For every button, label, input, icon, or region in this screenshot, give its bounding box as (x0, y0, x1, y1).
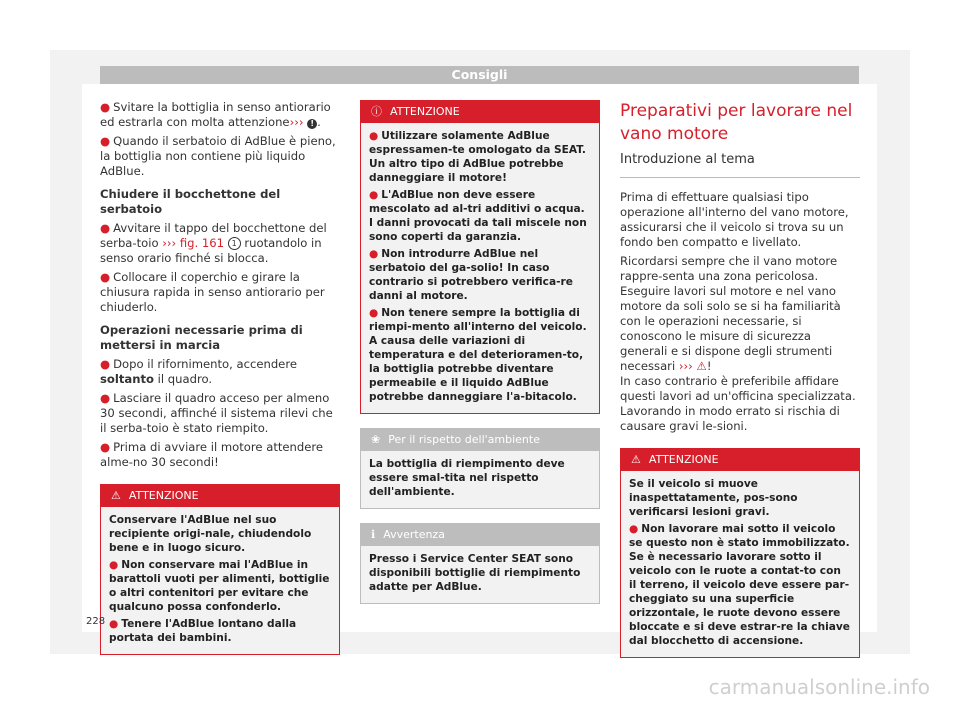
warning-box-body: Se il veicolo si muove inaspettatamente, pos-sono verificarsi lesioni gravi. ● Non lavorare mai sotto il veicolo se questo non è stato immobilizzato. Se è necessario lavorare sotto il veicolo con le ruote a contat-to con il terreno, il veicolo deve essere par-cheggiato su una superficie orizzontale, le ruote devono essere bloccate e si deve estrar-re la chiave dal blocchetto di accensione. (621, 471, 859, 657)
list-item: ● Dopo il rifornimento, accendere soltanto il quadro. (100, 357, 297, 386)
subsection-title: Introduzione al tema (620, 152, 860, 178)
paragraph: Ricordarsi sempre che il vano motore rappre-senta una zona pericolosa. Eseguire lavori sul motore e nel vano motore da soli solo se si ha familiarità con le operazioni necessarie, si conoscono le misure di sicurezza generali e si dispone degli strumenti necessari ››› ⚠! In caso contrario è preferibile affidare questi lavori ad un'officina specializzata. Lavorando in modo errato si rischia di causare gravi le-sioni. (620, 254, 856, 433)
bullet-icon: ● (369, 307, 379, 319)
list-item: ● Non introdurre AdBlue nel serbatoio del ga-solio! In caso contrario si potrebbero verifica-re danni al motore. (369, 248, 573, 302)
warning-triangle-icon: ⚠ (631, 453, 641, 466)
list-item: ● Tenere l'AdBlue lontano dalla portata dei bambini. (109, 618, 297, 644)
note-box-header: ℹ Avvertenza (361, 524, 599, 546)
warning-circle-icon: ! (307, 119, 317, 129)
warning-box-body (361, 123, 599, 413)
page-number: 228 (86, 616, 106, 627)
leaf-icon: ❀ (371, 433, 381, 446)
list-item: ● Prima di avviare il motore attendere alme-no 30 secondi! (100, 440, 324, 469)
info-circle-icon: ⓘ (371, 105, 382, 118)
warning-box-body: Conservare l'AdBlue nel suo recipiente origi-nale, chiudendolo bene e in luogo sicuro. ● Non conservare mai l'AdBlue in barattoli vuoti per alimenti, bottiglie o altri contenitori per evitare che qualcuno possa confonderlo. ● Tenere l'AdBlue lontano dalla portata dei bambini. (101, 507, 339, 654)
cross-reference-link[interactable]: ››› (678, 359, 693, 373)
warning-box-header: ⚠ ATTENZIONE (621, 449, 859, 471)
column-left (100, 100, 340, 655)
list-item: ● Non conservare mai l'AdBlue in barattoli vuoti per alimenti, bottiglie o altri contenitori per evitare che qualcuno possa confonderlo. (109, 559, 330, 613)
bullet-icon: ● (109, 618, 119, 630)
list-item: ● Non lavorare mai sotto il veicolo se questo non è stato immobilizzato. Se è necessario lavorare sotto il veicolo con le ruote a contat-to con il terreno, il veicolo deve essere par-cheggiato su una superficie orizzontale, le ruote devono essere bloccate e si deve estrar-re la chiave dal blocchetto di accensione. (629, 523, 850, 647)
subheading: Chiudere il bocchettone del serbatoio (100, 187, 281, 216)
bullet-icon: ● (109, 559, 119, 571)
watermark: carmanualsonline.info (708, 675, 930, 699)
warning-box (360, 100, 600, 414)
column-middle (360, 100, 600, 604)
list-item: ● Non tenere sempre la bottiglia di riempi-mento all'interno del veicolo. A causa delle variazioni di temperatura e del deterioramen-to, la bottiglia potrebbe diventare permeabile e il liquido AdBlue potrebbe danneggiare l'a-bitacolo. (369, 307, 587, 403)
list-item: ● Lasciare il quadro acceso per almeno 30 secondi, affinché il sistema rilevi che il serba-toio è stato riempito. (100, 391, 333, 435)
bullet-icon: ● (100, 357, 111, 371)
warning-triangle-icon: ⚠ (696, 359, 707, 373)
list-item: ● L'AdBlue non deve essere mescolato ad al-tri additivi o acqua. I danni provocati da tali miscele non sono coperti da garanzia. (369, 189, 587, 243)
column-right (620, 100, 860, 658)
section-title: Preparativi per lavorare nel vano motore (620, 101, 853, 144)
bullet-icon: ● (100, 440, 111, 454)
bullet-icon: ● (100, 100, 111, 114)
environment-box-body: La bottiglia di riempimento deve essere smal-tita nel rispetto dell'ambiente. (361, 451, 599, 508)
bullet-icon: ● (100, 270, 111, 284)
bullet-icon: ● (100, 221, 111, 235)
warning-box-header: ⚠ ATTENZIONE (101, 485, 339, 507)
paragraph: Prima di effettuare qualsiasi tipo operazione all'interno del vano motore, assicurarsi che il veicolo si trova su un fondo ben compatto e livellato. (620, 190, 849, 249)
environment-box (360, 428, 600, 509)
warning-box (620, 448, 860, 658)
note-box-body: Presso i Service Center SEAT sono disponibili bottiglie di riempimento adatte per AdBlue. (361, 546, 599, 603)
callout-number-badge: 1 (228, 237, 241, 250)
note-icon: ℹ (371, 528, 376, 541)
subheading: Operazioni necessarie prima di mettersi in marcia (100, 323, 303, 352)
list-item: ● Avvitare il tappo del bocchettone del serba-toio ››› fig. 161 1 ruotandolo in senso orario finché si blocca. (100, 221, 327, 265)
list-item: ● Utilizzare solamente AdBlue espressamen-te omologato da SEAT. Un altro tipo di AdBlue potrebbe danneggiare il motore! (369, 130, 586, 184)
warning-triangle-icon: ⚠ (111, 489, 121, 502)
bullet-icon: ● (100, 134, 111, 148)
list-item: ● Collocare il coperchio e girare la chiusura rapida in senso antiorario per chiuderlo. (100, 270, 325, 314)
environment-box-header: ❀ Per il rispetto dell'ambiente (361, 429, 599, 451)
figure-reference-link[interactable]: ››› fig. 161 (162, 236, 224, 250)
bullet-icon: ● (629, 523, 639, 535)
warning-box-header: ⓘ ATTENZIONE (361, 101, 599, 123)
cross-reference-link[interactable]: ››› (289, 115, 304, 129)
bullet-icon: ● (369, 248, 379, 260)
warning-box (100, 484, 340, 655)
note-box (360, 523, 600, 604)
bullet-icon: ● (100, 391, 111, 405)
list-item: ● Quando il serbatoio di AdBlue è pieno, la bottiglia non contiene più liquido AdBlue. (100, 134, 336, 178)
section-header: Consigli (100, 66, 859, 84)
bullet-icon: ● (369, 189, 379, 201)
bullet-icon: ● (369, 130, 379, 142)
list-item: ● Svitare la bottiglia in senso antiorario ed estrarla con molta attenzione››› ! . (100, 100, 331, 129)
